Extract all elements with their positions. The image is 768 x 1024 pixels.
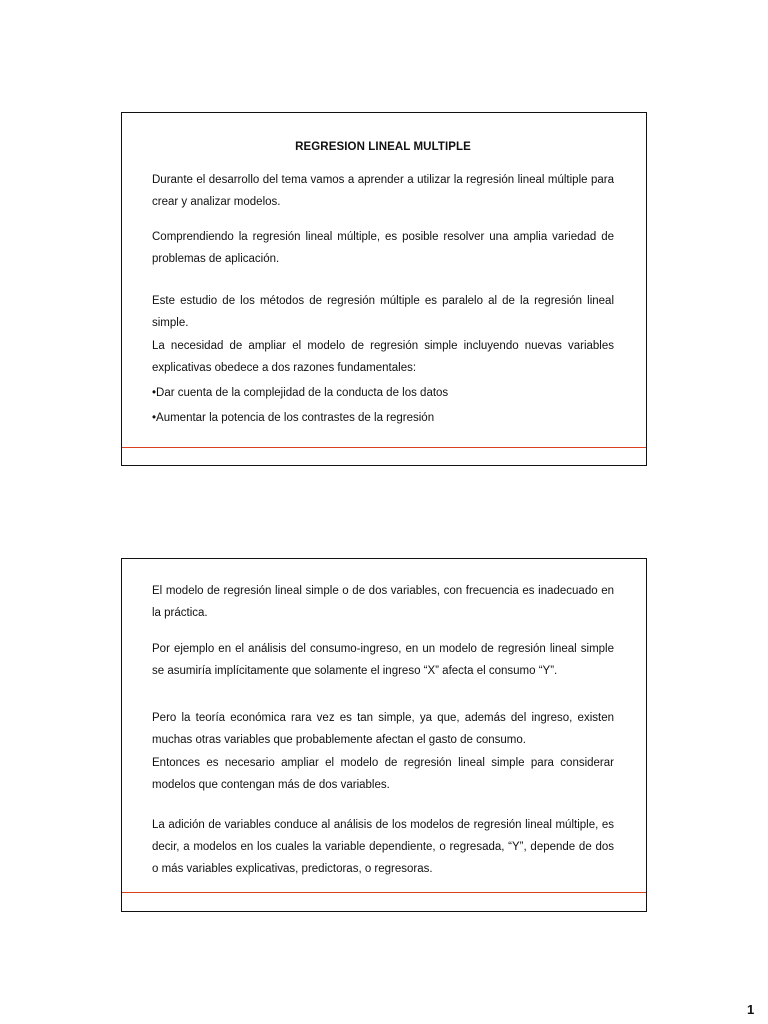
slide-2-paragraph-3: Pero la teoría económica rara vez es tan simple, ya que, además del ingreso, existen muchas otras variables que probablemente afectan el gasto de consumo. [152, 712, 614, 746]
slide-2-paragraph-4: Entonces es necesario ampliar el modelo de regresión lineal simple para considerar modelos que contengan más de dos variables. [152, 757, 614, 791]
slide-1-bullet-1: •Dar cuenta de la complejidad de la conducta de los datos [152, 387, 449, 399]
slide-2-paragraph-2: Por ejemplo en el análisis del consumo-ingreso, en un modelo de regresión lineal simple se asumiría implícitamente que solamente el ingreso “X” afecta el consumo “Y”. [152, 643, 614, 677]
slide-1-title: REGRESION LINEAL MULTIPLE [295, 141, 471, 153]
slide-1-paragraph-3: Este estudio de los métodos de regresión múltiple es paralelo al de la regresión lineal simple. [152, 295, 614, 329]
slide-2-paragraph-5: La adición de variables conduce al análisis de los modelos de regresión lineal múltiple, es decir, a modelos en los cuales la variable dependiente, o regresada, “Y”, depende de dos o más variables explicativas, predictoras, o regresoras. [152, 819, 614, 875]
slide-1-bullet-2: •Aumentar la potencia de los contrastes de la regresión [152, 412, 435, 424]
slide-2-paragraph-1: El modelo de regresión lineal simple o de dos variables, con frecuencia es inadecuado en la práctica. [152, 585, 614, 619]
slide-1-accent-line [122, 447, 646, 448]
slide-1-paragraph-2: Comprendiendo la regresión lineal múltiple, es posible resolver una amplia variedad de problemas de aplicación. [152, 231, 614, 265]
slide-1-paragraph-4: La necesidad de ampliar el modelo de regresión simple incluyendo nuevas variables explicativas obedece a dos razones fundamentales: [152, 340, 614, 374]
slide-1 [121, 112, 647, 466]
slide-2 [121, 558, 647, 912]
slide-2-accent-line [122, 892, 646, 893]
page-number: 1 [747, 1002, 755, 1017]
slide-1-paragraph-1: Durante el desarrollo del tema vamos a aprender a utilizar la regresión lineal múltiple para crear y analizar modelos. [152, 174, 614, 208]
